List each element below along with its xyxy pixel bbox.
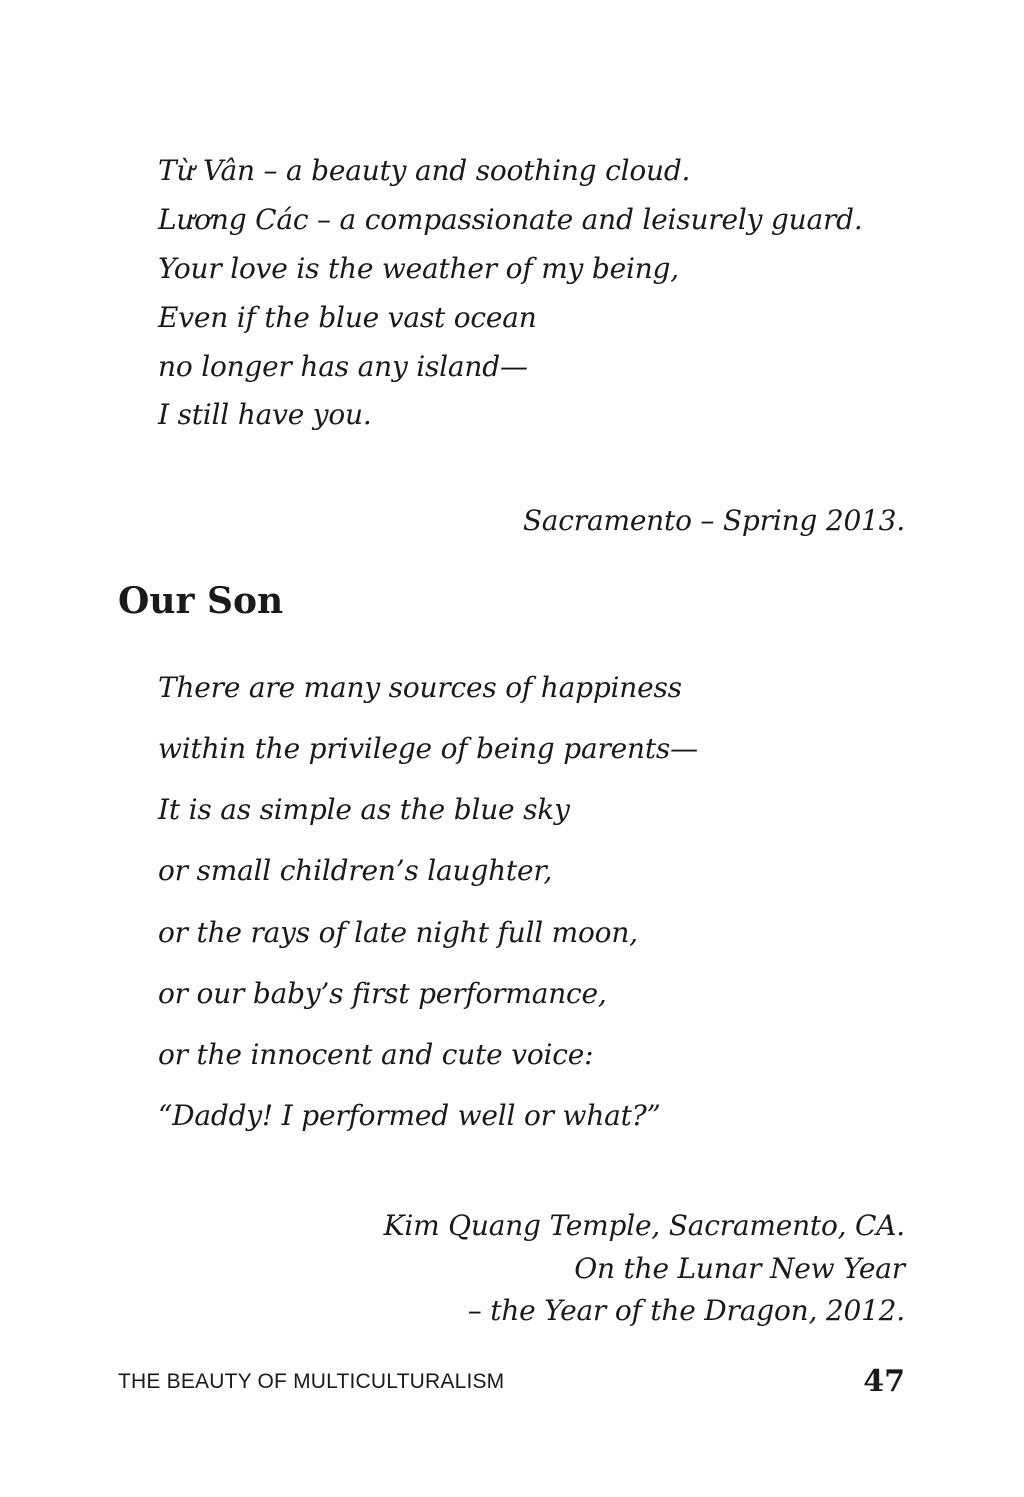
poem-title: Our Son <box>118 580 284 622</box>
poem-signature-place: Kim Quang Temple, Sacramento, CA. <box>383 1209 905 1242</box>
poem-line: It is as simple as the blue sky <box>158 793 570 826</box>
poem-line: within the privilege of being parents— <box>158 732 698 765</box>
poem-line: no longer has any island— <box>158 350 528 383</box>
poem-line: or the rays of late night full moon, <box>158 916 638 949</box>
poem-signature-year: – the Year of the Dragon, 2012. <box>467 1294 905 1327</box>
poem-line: Lương Các – a compassionate and leisurely guard. <box>158 203 863 236</box>
poem-line: or our baby’s first performance, <box>158 977 607 1010</box>
running-footer-title: THE BEAUTY OF MULTICULTURALISM <box>118 1370 505 1393</box>
poem-line: Từ Vân – a beauty and soothing cloud. <box>158 154 691 187</box>
page-number: 47 <box>863 1364 905 1399</box>
poem-line: or the innocent and cute voice: <box>158 1038 594 1071</box>
poem-line: or small children’s laughter, <box>158 854 553 887</box>
poem-line: Your love is the weather of my being, <box>158 252 679 285</box>
poem-line: “Daddy! I performed well or what?” <box>158 1099 661 1132</box>
poem-signature-occasion: On the Lunar New Year <box>574 1252 905 1285</box>
poem-line: I still have you. <box>158 398 372 431</box>
poem-line: Even if the blue vast ocean <box>158 301 537 334</box>
poem-signature: Sacramento – Spring 2013. <box>522 504 905 537</box>
poem-line: There are many sources of happiness <box>158 671 682 704</box>
